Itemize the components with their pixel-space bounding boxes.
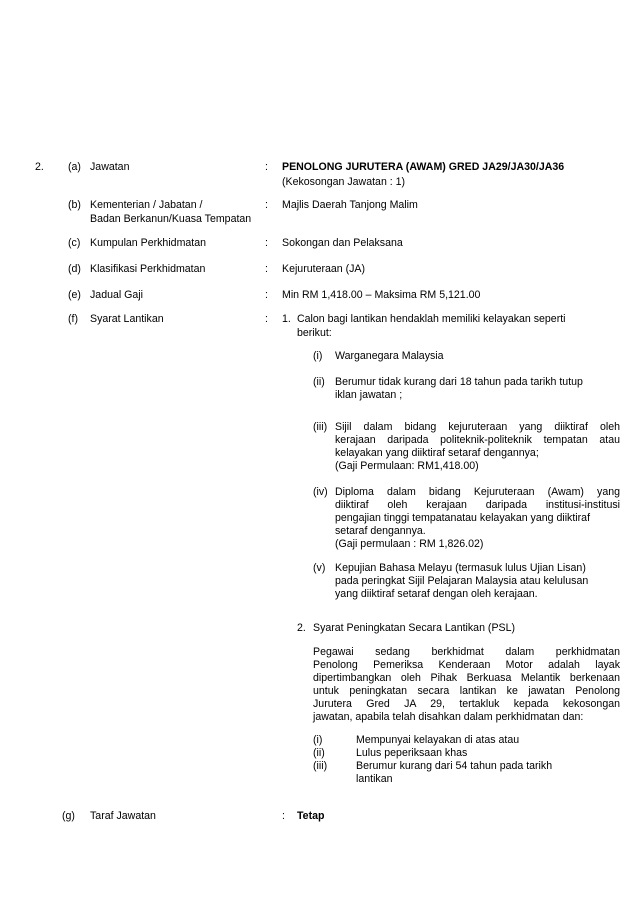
row-colon-g: : — [282, 810, 285, 822]
qualification-line: Berumur tidak kurang dari 18 tahun pada tarikh tutup — [335, 376, 583, 388]
requirement-1-text-cont: berikut: — [297, 327, 332, 339]
row-letter-c: (c) — [68, 237, 81, 249]
row-letter-f: (f) — [68, 313, 78, 325]
service-group: Sokongan dan Pelaksana — [282, 237, 403, 249]
row-colon-c: : — [265, 237, 268, 249]
requirement-2-title: Syarat Peningkatan Secara Lantikan (PSL) — [313, 622, 515, 634]
qualification-line: diiktiraf oleh kerajaan daripada institusi-institusi — [335, 499, 620, 511]
psl-item-number: (ii) — [313, 747, 325, 759]
qualification-line: Diploma dalam bidang Kejuruteraan (Awam) yang — [335, 486, 620, 498]
qualification-number: (iii) — [313, 421, 328, 433]
psl-body-line: Pegawai sedang berkhidmat dalam perkhidmatan — [313, 646, 620, 658]
qualification-number: (ii) — [313, 376, 325, 388]
service-classification: Kejuruteraan (JA) — [282, 263, 366, 275]
position-status: Tetap — [297, 810, 325, 822]
qualification-line: setaraf dengannya. — [335, 525, 426, 537]
section-number: 2. — [35, 161, 44, 173]
row-colon-b: : — [265, 199, 268, 211]
requirement-1-number: 1. — [282, 313, 291, 325]
psl-item-text: Mempunyai kelayakan di atas atau — [356, 734, 520, 746]
qualification-line: iklan jawatan ; — [335, 389, 403, 401]
qualification-salary: (Gaji permulaan : RM 1,826.02) — [335, 538, 484, 550]
qualification-line: pengajian tinggi tempatanatau kelayakan yang diiktiraf — [335, 512, 591, 524]
requirement-2-number: 2. — [297, 622, 306, 634]
psl-body-line: dipertimbangkan oleh Pihak Berkuasa Melantik berkenaan — [313, 672, 620, 684]
row-label-syarat-lantikan: Syarat Lantikan — [90, 313, 164, 325]
qualification-line: Warganegara Malaysia — [335, 350, 444, 362]
psl-body-line: Penolong Pemeriksa Kenderaan Motor adalah layak — [313, 659, 620, 671]
row-colon-d: : — [265, 263, 268, 275]
row-letter-b: (b) — [68, 199, 81, 211]
agency-name: Majlis Daerah Tanjong Malim — [282, 199, 418, 211]
row-colon-e: : — [265, 289, 268, 301]
psl-body-line: untuk peningkatan secara lantikan ke jawatan Penolong — [313, 685, 620, 697]
psl-body-line: Jurutera Gred JA 29, tertakluk kepada kekosongan — [313, 698, 620, 710]
row-label-klasifikasi: Klasifikasi Perkhidmatan — [90, 263, 206, 275]
row-label-taraf-jawatan: Taraf Jawatan — [90, 810, 156, 822]
row-label-jadual-gaji: Jadual Gaji — [90, 289, 143, 301]
salary-range: Min RM 1,418.00 – Maksima RM 5,121.00 — [282, 289, 481, 301]
qualification-line: pada peringkat Sijil Pelajaran Malaysia atau kelulusan — [335, 575, 589, 587]
row-label-kumpulan: Kumpulan Perkhidmatan — [90, 237, 207, 249]
qualification-line: Sijil dalam bidang kejuruteraan yang diiktiraf oleh — [335, 421, 620, 433]
row-label-jawatan: Jawatan — [90, 161, 130, 173]
psl-item-text: Lulus peperiksaan khas — [356, 747, 468, 759]
qualification-line: Kepujian Bahasa Melayu (termasuk lulus Ujian Lisan) — [335, 562, 586, 574]
row-letter-e: (e) — [68, 289, 81, 301]
vacancy-count: (Kekosongan Jawatan : 1) — [282, 176, 406, 188]
qualification-number: (v) — [313, 562, 326, 574]
row-letter-a: (a) — [68, 161, 81, 173]
row-label-kementerian: Kementerian / Jabatan / — [90, 199, 203, 211]
row-letter-g: (g) — [62, 810, 75, 822]
qualification-number: (iv) — [313, 486, 328, 498]
qualification-line: kerajaan daripada politeknik-politeknik tempatan atau — [335, 434, 620, 446]
row-label-badan: Badan Berkanun/Kuasa Tempatan — [90, 213, 252, 225]
qualification-number: (i) — [313, 350, 323, 362]
qualification-salary: (Gaji Permulaan: RM1,418.00) — [335, 460, 479, 472]
psl-item-number: (iii) — [313, 760, 328, 772]
qualification-line: kelayakan yang diiktiraf setaraf dengannya; — [335, 447, 539, 459]
row-colon-a: : — [265, 161, 268, 173]
psl-body-line: jawatan, apabila telah disahkan dalam perkhidmatan dan: — [313, 711, 584, 723]
row-colon-f: : — [265, 313, 268, 325]
position-title: PENOLONG JURUTERA (AWAM) GRED JA29/JA30/JA36 — [282, 161, 565, 173]
qualification-line: yang diiktiraf setaraf dengan oleh kerajaan. — [335, 588, 538, 600]
row-letter-d: (d) — [68, 263, 81, 275]
requirement-1-text: Calon bagi lantikan hendaklah memiliki kelayakan seperti — [297, 313, 566, 325]
psl-item-text: lantikan — [356, 773, 393, 785]
psl-item-text: Berumur kurang dari 54 tahun pada tarikh — [356, 760, 553, 772]
psl-item-number: (i) — [313, 734, 323, 746]
